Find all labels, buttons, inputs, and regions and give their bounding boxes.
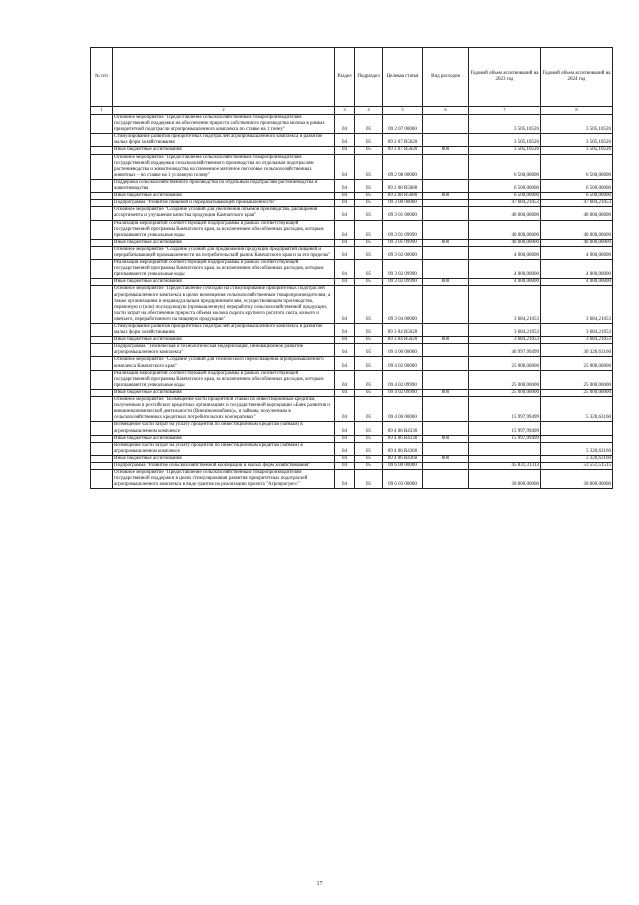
row-target-cell: 09 6 00 00000 [383,462,423,469]
row-num-cell [91,337,113,344]
row-vol2024-cell: 3 505,10526 [541,134,613,147]
row-num-cell [91,154,113,179]
row-num-cell [91,179,113,192]
row-subsection-cell: 05 [355,239,383,246]
row-name-cell: Иные бюджетные ассигнования [113,193,335,200]
row-vol2023-cell: 45 831,31313 [469,462,541,469]
row-target-cell: 09 3 04 00000 [383,286,423,324]
row-target-cell: 09 4 06 R4330 [383,435,423,442]
row-vol2024-cell: 25 000,00000 [541,389,613,396]
table-body [91,107,613,489]
row-subsection-cell: 05 [355,207,383,220]
row-num-cell [91,357,113,370]
row-exptype-cell [423,397,469,422]
row-exptype-cell [423,442,469,455]
row-subsection-cell: 05 [355,154,383,179]
header-num: № п/п [91,48,113,107]
row-vol2024-cell: 4 000,00000 [541,279,613,286]
row-target-cell: 09 6 03 00000 [383,470,423,489]
row-vol2024-cell: 3 505,10526 [541,115,613,134]
row-vol2024-cell [541,435,613,442]
row-exptype-cell: 800 [423,279,469,286]
row-name-cell: Стимулирование развития приоритетных подотраслей агропромышленного комплекса и развитие малых форм хозяйствования [113,324,335,337]
row-target-cell: 09 4 06 R4360 [383,455,423,462]
row-section-cell: 04 [335,442,355,455]
row-num-cell [91,462,113,469]
row-num-cell [91,397,113,422]
row-name-cell: Иные бюджетные ассигнования [113,147,335,154]
column-number-row [91,107,613,115]
row-name-cell: Основное мероприятие "Возмещение части процентной ставки по инвестиционным кредитам, полученным в российских кредитных организациях и государственной корпорации «Банк развития и внешнеэкономической деятельности (Внешэкономбанк)», и займам, полученным в сельскохозяйственных кредитных потребительских кооперативах" [113,397,335,422]
row-vol2023-cell: 25 000,00000 [469,389,541,396]
row-vol2023-cell: 3 684,21053 [469,324,541,337]
row-exptype-cell: 800 [423,193,469,200]
table-row [91,324,613,337]
row-exptype-cell [423,220,469,239]
row-vol2023-cell: 15 997,99499 [469,422,541,435]
row-exptype-cell [423,246,469,259]
row-vol2024-cell: 6 500,00000 [541,154,613,179]
row-section-cell: 04 [335,455,355,462]
row-section-cell: 04 [335,357,355,370]
row-num-cell [91,455,113,462]
row-subsection-cell: 05 [355,179,383,192]
table-row [91,115,613,134]
row-vol2024-cell: 5 320,63160 [541,397,613,422]
row-section-cell: 04 [335,389,355,396]
row-vol2023-cell: 25 000,00000 [469,370,541,389]
column-number: 2 [113,107,335,115]
table-row [91,422,613,435]
table-row [91,200,613,207]
row-target-cell: 09 3 01 00000 [383,207,423,220]
row-subsection-cell: 05 [355,357,383,370]
row-section-cell: 04 [335,435,355,442]
row-exptype-cell [423,286,469,324]
row-target-cell: 09 4 02 09990 [383,370,423,389]
row-vol2023-cell: 3 505,10526 [469,115,541,134]
row-target-cell: 09 3 04 R5020 [383,324,423,337]
row-name-cell: Стимулирование развития приоритетных подотраслей агропромышленного комплекса и развитие малых форм хозяйствования [113,134,335,147]
row-target-cell: 09 2 08 R5080 [383,179,423,192]
header-section: Раздел [335,48,355,107]
row-subsection-cell: 05 [355,200,383,207]
row-num-cell [91,115,113,134]
row-subsection-cell: 05 [355,389,383,396]
row-subsection-cell: 05 [355,422,383,435]
row-subsection-cell: 05 [355,220,383,239]
table-row [91,179,613,192]
row-vol2023-cell: 3 505,10526 [469,134,541,147]
row-subsection-cell: 05 [355,286,383,324]
row-name-cell: Возмещение части затрат на уплату процентов по инвестиционным кредитам (займам) в агропромышленном комплексе [113,442,335,455]
table-row [91,207,613,220]
row-vol2023-cell: 40 000,00000 [469,220,541,239]
row-target-cell: 09 2 07 R5020 [383,134,423,147]
row-num-cell [91,442,113,455]
row-target-cell: 09 2 07 00000 [383,115,423,134]
row-vol2023-cell: 4 000,00000 [469,279,541,286]
row-name-cell: Возмещение части затрат на уплату процентов по инвестиционным кредитам (займам) в агропромышленном комплексе [113,422,335,435]
row-subsection-cell: 05 [355,344,383,357]
header-exptype: Вид расходов [423,48,469,107]
row-num-cell [91,435,113,442]
row-name-cell: Основное мероприятие "Создание условий для технического переоснащения агропромышленного комплекса Камчатского края" [113,357,335,370]
row-name-cell: Основное мероприятие "Создание условий для увеличения объемов производства, расширения ассортимента и улучшения качества продукции Камчатского края" [113,207,335,220]
row-name-cell: Подпрограмма "Развитие сельскохозяйственной кооперации и малых форм хозяйствования" [113,462,335,469]
table-row [91,279,613,286]
row-target-cell: 09 4 02 00000 [383,357,423,370]
row-subsection-cell: 05 [355,397,383,422]
row-vol2024-cell: 5 320,63160 [541,455,613,462]
row-vol2023-cell: 4 000,00000 [469,246,541,259]
row-vol2023-cell: 6 500,00000 [469,179,541,192]
row-subsection-cell: 05 [355,193,383,200]
table-row [91,337,613,344]
table-row [91,455,613,462]
row-name-cell: Основное мероприятие "Создание условий для продвижения продукции предприятий пищевой и перерабатывающей промышленности на потребительский рынок Камчатского края и за его пределы" [113,246,335,259]
row-exptype-cell: 800 [423,389,469,396]
table-row [91,260,613,279]
row-exptype-cell [423,207,469,220]
table-row [91,389,613,396]
table-row [91,246,613,259]
row-exptype-cell [423,422,469,435]
row-name-cell: Подпрограмма "Техническая и технологическая модернизация, инновационное развитие агропромышленного комплекса" [113,344,335,357]
header-vol2024: Годовой объем ассигнований на 2024 год [541,48,613,107]
row-vol2024-cell: 6 500,00000 [541,193,613,200]
row-vol2023-cell: 25 000,00000 [469,357,541,370]
row-vol2024-cell: 40 000,00000 [541,239,613,246]
row-target-cell: 09 4 00 00000 [383,344,423,357]
row-name-cell: Реализация мероприятий соответствующей подпрограммы в рамках соответствующей государственной программы Камчатского края, за исключением обособленных расходов, которым присваиваются уникальные коды [113,370,335,389]
row-vol2023-cell: 15 997,99499 [469,435,541,442]
row-vol2024-cell: 4 000,00000 [541,260,613,279]
row-vol2023-cell: 40 997,99499 [469,344,541,357]
row-vol2024-cell: 47 684,21053 [541,200,613,207]
row-subsection-cell: 05 [355,147,383,154]
row-vol2023-cell: 40 000,00000 [469,239,541,246]
row-num-cell [91,260,113,279]
row-section-cell: 04 [335,207,355,220]
row-name-cell: Реализация мероприятий соответствующей подпрограммы в рамках соответствующей государственной программы Камчатского края, за исключением обособленных расходов, которым присваиваются уникальные коды [113,220,335,239]
row-num-cell [91,220,113,239]
row-exptype-cell: 800 [423,147,469,154]
budget-table [90,47,613,489]
row-exptype-cell: 800 [423,455,469,462]
row-subsection-cell: 05 [355,462,383,469]
row-name-cell: Подпрограмма "Развитие пищевой и перерабатывающей промышленности" [113,200,335,207]
row-exptype-cell [423,115,469,134]
page-number: 17 [316,881,323,887]
row-name-cell: Основное мероприятие "Предоставление сельскохозяйственным товаропроизводителям государственной поддержки на обеспечение прироста собственного производства молока в рамках приоритетной подотрасли агропромышленного комплекса по ставке на 1 тонну" [113,115,335,134]
header-row [91,48,613,107]
row-exptype-cell [423,462,469,469]
row-name-cell: Поддержка сельскохозяйственного производства по отдельным подотраслям растениеводства и животноводства [113,179,335,192]
row-name-cell: Иные бюджетные ассигнования [113,279,335,286]
row-name-cell: Реализация мероприятий соответствующей подпрограммы в рамках соответствующей государственной программы Камчатского края, за исключением обособленных расходов, которым присваиваются уникальные коды [113,260,335,279]
row-exptype-cell [423,134,469,147]
row-target-cell: 09 3 01 09990 [383,239,423,246]
row-section-cell: 04 [335,397,355,422]
row-section-cell: 04 [335,134,355,147]
row-target-cell: 09 3 02 09990 [383,260,423,279]
row-vol2023-cell: 6 500,00000 [469,193,541,200]
row-num-cell [91,279,113,286]
row-vol2024-cell: 25 000,00000 [541,370,613,389]
row-vol2024-cell: 40 000,00000 [541,207,613,220]
row-section-cell: 04 [335,154,355,179]
row-exptype-cell [423,344,469,357]
header-vol2023: Годовой объем ассигнований на 2023 год [469,48,541,107]
row-exptype-cell [423,260,469,279]
table-row [91,286,613,324]
row-section-cell: 04 [335,200,355,207]
row-num-cell [91,324,113,337]
row-target-cell: 09 3 04 R5020 [383,337,423,344]
row-vol2023-cell: 47 684,21053 [469,200,541,207]
row-vol2024-cell: 3 505,10526 [541,147,613,154]
row-vol2024-cell: 6 500,00000 [541,179,613,192]
row-num-cell [91,470,113,489]
row-num-cell [91,246,113,259]
row-target-cell: 09 3 01 09990 [383,220,423,239]
row-name-cell: Иные бюджетные ассигнования [113,455,335,462]
row-section-cell: 04 [335,179,355,192]
row-vol2023-cell: 4 000,00000 [469,260,541,279]
row-exptype-cell [423,470,469,489]
row-vol2024-cell: 40 000,00000 [541,220,613,239]
row-vol2023-cell: 3 505,10526 [469,147,541,154]
table-row [91,239,613,246]
row-vol2024-cell: 4 000,00000 [541,246,613,259]
row-target-cell: 09 3 00 00000 [383,200,423,207]
row-vol2024-cell: 53 551,51515 [541,462,613,469]
row-section-cell: 04 [335,286,355,324]
row-exptype-cell [423,179,469,192]
table-row [91,462,613,469]
table-row [91,154,613,179]
row-exptype-cell: 800 [423,435,469,442]
row-num-cell [91,134,113,147]
header-target: Целевая статья [383,48,423,107]
table-row [91,357,613,370]
row-section-cell: 04 [335,246,355,259]
row-target-cell: 09 2 08 00000 [383,154,423,179]
row-subsection-cell: 05 [355,115,383,134]
row-section-cell: 04 [335,422,355,435]
row-name-cell: Иные бюджетные ассигнования [113,337,335,344]
row-name-cell: Основное мероприятие "Предоставление субсидии на стимулирование приоритетных подотраслей агропромышленного комплекса в целях возмещения сельскохозяйственным товаропроизводителям, а также организациям и индивидуальным предпринимателям, осуществляющим производство, первичную и (или) последующую (промышленную) переработку сельскохозяйственной продукции, части затрат на обеспечение прироста объема молока сырого крупного рогатого скота, козьего и овечьего, переработанного на пищевую продукцию" [113,286,335,324]
row-num-cell [91,422,113,435]
row-name-cell: Иные бюджетные ассигнования [113,389,335,396]
row-exptype-cell [423,324,469,337]
row-section-cell: 04 [335,324,355,337]
column-number: 4 [355,107,383,115]
table-row [91,442,613,455]
table-row [91,344,613,357]
row-num-cell [91,286,113,324]
row-target-cell: 09 2 08 R5080 [383,193,423,200]
row-subsection-cell: 05 [355,260,383,279]
row-num-cell [91,207,113,220]
row-section-cell: 04 [335,462,355,469]
row-section-cell: 04 [335,147,355,154]
row-exptype-cell: 800 [423,337,469,344]
column-number: 3 [335,107,355,115]
row-exptype-cell [423,357,469,370]
row-vol2024-cell: 25 000,00000 [541,357,613,370]
row-subsection-cell: 05 [355,279,383,286]
row-vol2024-cell: 3 684,21053 [541,324,613,337]
row-num-cell [91,239,113,246]
row-num-cell [91,389,113,396]
table-row [91,470,613,489]
row-section-cell: 04 [335,370,355,389]
row-vol2023-cell: 3 684,21053 [469,286,541,324]
row-target-cell: 09 4 06 00000 [383,397,423,422]
row-section-cell: 04 [335,115,355,134]
row-vol2024-cell: 30 320,63160 [541,344,613,357]
row-name-cell: Иные бюджетные ассигнования [113,435,335,442]
row-vol2023-cell [469,442,541,455]
row-section-cell: 04 [335,220,355,239]
row-exptype-cell [423,370,469,389]
column-number: 8 [541,107,613,115]
row-exptype-cell [423,200,469,207]
row-num-cell [91,200,113,207]
row-name-cell: Основное мероприятие "Предоставление сельскохозяйственным товаропроизводителям государственной поддержки в целях стимулирования развития приоритетных подотраслей агропромышленного комплекса в виде грантов на реализацию проекта "Агропрогресс" [113,470,335,489]
row-section-cell: 04 [335,260,355,279]
column-number: 1 [91,107,113,115]
column-number: 6 [423,107,469,115]
row-target-cell: 09 3 02 09990 [383,279,423,286]
row-num-cell [91,193,113,200]
row-vol2023-cell: 6 500,00000 [469,154,541,179]
row-subsection-cell: 05 [355,455,383,462]
row-vol2023-cell: 3 684,21053 [469,337,541,344]
row-name-cell: Основное мероприятие "Предоставление сельскохозяйственным товаропроизводителям государственной поддержки сельскохозяйственного производства по отдельным подотраслям растениеводства и животноводства на племенное маточное поголовье сельскохозяйственных животных – по ставке на 1 условную голову" [113,154,335,179]
table-header [91,48,613,107]
table-row [91,435,613,442]
row-target-cell: 09 4 02 09990 [383,389,423,396]
row-subsection-cell: 05 [355,470,383,489]
row-num-cell [91,370,113,389]
table-row [91,134,613,147]
row-vol2024-cell: 30 000,00000 [541,470,613,489]
table-row [91,220,613,239]
row-target-cell: 09 4 06 R4330 [383,422,423,435]
header-subsection: Подраздел [355,48,383,107]
row-subsection-cell: 05 [355,435,383,442]
row-section-cell: 04 [335,470,355,489]
table-row [91,147,613,154]
row-subsection-cell: 05 [355,442,383,455]
row-target-cell: 09 2 07 R5020 [383,147,423,154]
header-name [113,48,335,107]
row-vol2023-cell: 15 997,99499 [469,397,541,422]
row-vol2023-cell [469,455,541,462]
row-section-cell: 04 [335,279,355,286]
row-subsection-cell: 05 [355,337,383,344]
row-target-cell: 09 3 02 00000 [383,246,423,259]
row-section-cell: 04 [335,344,355,357]
row-subsection-cell: 05 [355,134,383,147]
row-vol2024-cell [541,422,613,435]
row-exptype-cell [423,154,469,179]
row-subsection-cell: 05 [355,370,383,389]
row-num-cell [91,147,113,154]
row-vol2023-cell: 30 000,00000 [469,470,541,489]
row-vol2023-cell: 40 000,00000 [469,207,541,220]
table-row [91,370,613,389]
row-vol2024-cell: 3 684,21053 [541,286,613,324]
row-num-cell [91,344,113,357]
row-section-cell: 04 [335,337,355,344]
row-section-cell: 04 [335,239,355,246]
row-subsection-cell: 05 [355,324,383,337]
row-section-cell: 04 [335,193,355,200]
row-exptype-cell: 800 [423,239,469,246]
column-number: 7 [469,107,541,115]
row-vol2024-cell: 5 320,63160 [541,442,613,455]
row-subsection-cell: 05 [355,246,383,259]
column-number: 5 [383,107,423,115]
row-name-cell: Иные бюджетные ассигнования [113,239,335,246]
table-row [91,397,613,422]
table-row [91,193,613,200]
row-target-cell: 09 4 06 R4360 [383,442,423,455]
row-vol2024-cell: 3 684,21053 [541,337,613,344]
